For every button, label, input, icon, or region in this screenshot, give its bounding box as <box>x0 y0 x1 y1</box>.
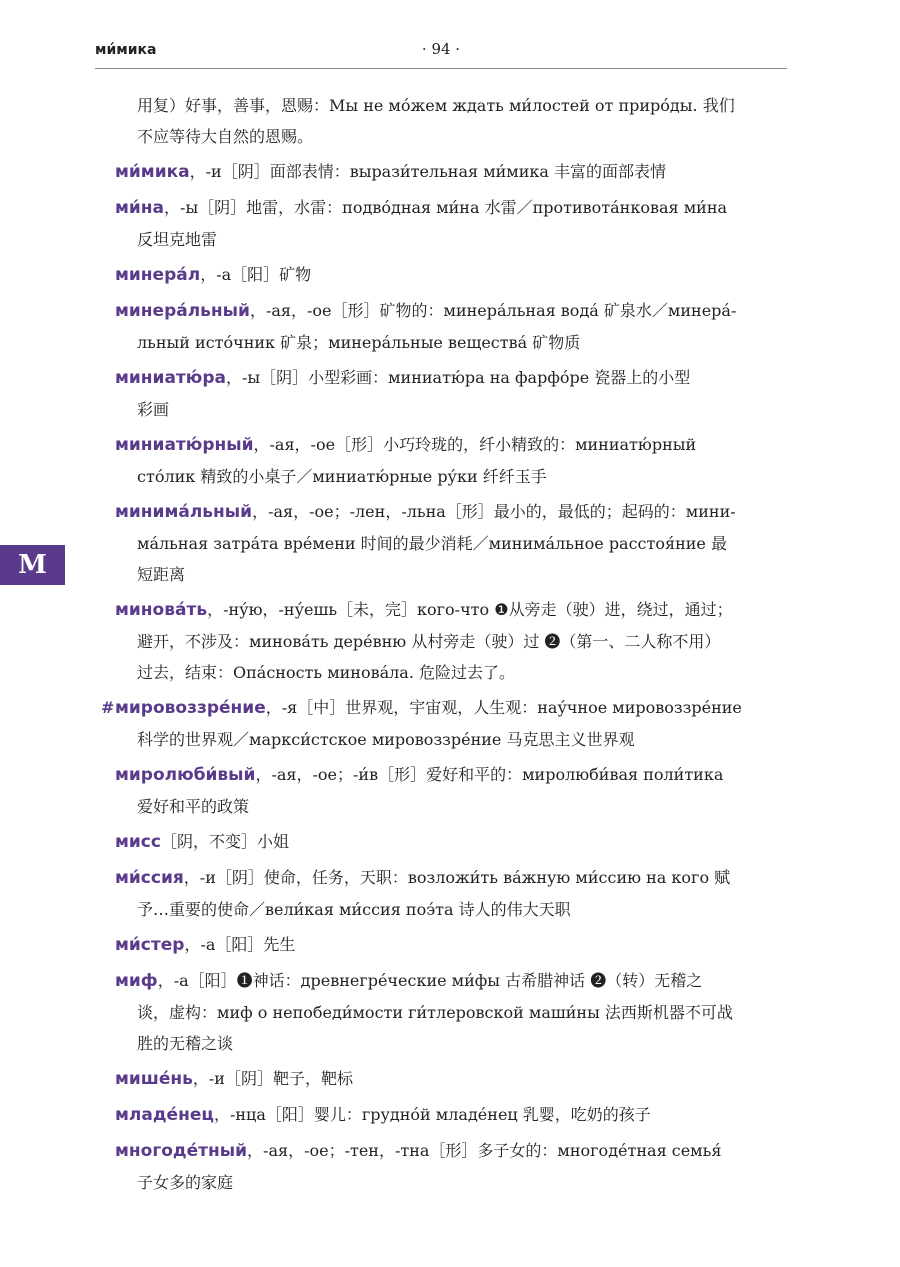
entry-text: 谈，虚构：миф о непобеди́мости ги́тлеровской маши́ны 法西斯机器不可战 <box>137 1003 733 1022</box>
entry-text: ，-нца［阳］婴儿：грудно́й младе́нец 乳婴，吃奶的孩子 <box>213 1105 651 1124</box>
entry-continuation-line <box>115 791 787 822</box>
entry-text: ［阴，不变］小姐 <box>160 832 289 851</box>
entry-text: 短距离 <box>137 565 186 584</box>
entry-text: 彩画 <box>137 400 170 419</box>
entry-continuation-line <box>115 724 787 755</box>
entry-first-line <box>115 759 787 791</box>
headword: минова́ть <box>115 600 208 620</box>
entry-first-line <box>115 1063 787 1095</box>
dictionary-entry <box>115 759 787 822</box>
entry-first-line <box>115 929 787 961</box>
entry-text: ，-ая，-ое［形］小巧玲珑的，纤小精致的：миниатю́рный <box>253 435 697 454</box>
entry-text: ，-и［阴］面部表情：вырази́тельная ми́мика 丰富的面部表情 <box>189 162 667 181</box>
headword: ми́стер <box>115 935 185 955</box>
entry-first-line <box>115 594 787 626</box>
running-header <box>95 38 787 69</box>
dictionary-entry <box>115 965 787 1059</box>
entry-text: ，-а［阳］矿物 <box>200 265 312 284</box>
entry-text: 避开，不涉及：минова́ть дере́вню 从村旁走（驶）过 ❷（第一、二人称不用） <box>137 632 721 651</box>
entry-text: ，-и［阴］靶子，靶标 <box>192 1069 353 1088</box>
entry-text: ，-ая，-ое［形］矿物的：минера́льная вода́ 矿泉水／минера́- <box>249 301 737 320</box>
entry-continuation-line: 用复）好事，善事，恩赐：Мы не мо́жем ждать ми́лостей от приро́ды. 我们 <box>137 96 735 115</box>
entry-text: льный исто́чник 矿泉；минера́льные вещества́ 矿物质 <box>137 333 581 352</box>
entry-first-line <box>115 862 787 894</box>
entry-first-line <box>115 826 787 858</box>
entry-continuation-line <box>115 528 787 559</box>
headword: миф <box>115 971 158 991</box>
entry-continuation-line <box>115 327 787 358</box>
dictionary-entry <box>115 295 787 358</box>
headword: ми́мика <box>115 162 190 182</box>
entry-text: ，-и［阴］使命，任务，天职：возложи́ть ва́жную ми́ссию на кого 赋 <box>183 868 731 887</box>
entry-continuation-line <box>115 1028 787 1059</box>
entry-first-line <box>115 1135 787 1167</box>
entry-first-line <box>115 496 787 528</box>
entry-continuation-line <box>115 394 787 425</box>
entry-text: 反坦克地雷 <box>137 230 218 249</box>
entry-continuation-line <box>115 461 787 492</box>
dictionary-entry <box>115 362 787 425</box>
headword: минима́льный <box>115 502 253 522</box>
headword: ми́ссия <box>115 868 184 888</box>
entry-first-line <box>115 965 787 997</box>
dictionary-entry <box>115 929 787 961</box>
entry-text: ，-ая，-ое；-лен，-льна［形］最小的，最低的；起码的：мини- <box>252 502 736 521</box>
dictionary-entry <box>115 192 787 255</box>
entry-first-line <box>115 1099 787 1131</box>
entry-mark: # <box>101 698 115 717</box>
headword: многоде́тный <box>115 1141 248 1161</box>
entry-text: ，-ы［阴］地雷，水雷：подво́дная ми́на 水雷／противота́нковая ми́на <box>164 198 728 217</box>
entry-text: ，-ая，-ое；-и́в［形］爱好和平的：миролюби́вая поли́тика <box>255 765 724 784</box>
entry-continuation-line <box>115 657 787 688</box>
headword: минера́льный <box>115 301 250 321</box>
entry-first-line <box>115 259 787 291</box>
dictionary-entry <box>115 1099 787 1131</box>
entry-text: ，-а［阳］❶神话：древнегре́ческие ми́фы 古希腊神话 ❷（转）无稽之 <box>157 971 703 990</box>
running-head-word: ми́мика <box>95 42 157 58</box>
entry-first-line <box>115 295 787 327</box>
page-number: · 94 · <box>421 40 461 58</box>
dictionary-entry <box>101 692 787 755</box>
entry-text: сто́лик 精致的小桌子／миниатю́рные ру́ки 纤纤玉手 <box>137 467 547 486</box>
dictionary-entry <box>115 1063 787 1095</box>
headword: миниатю́ра <box>115 368 226 388</box>
dictionary-entry <box>115 156 787 188</box>
dictionary-column <box>0 90 900 1202</box>
dictionary-entry <box>115 594 787 688</box>
dictionary-entry <box>115 826 787 858</box>
entry-text: 科学的世界观／маркси́стское мировоззре́ние 马克思主义世界观 <box>137 730 635 749</box>
entry-first-line <box>115 692 787 724</box>
headword: минера́л <box>115 265 201 285</box>
entry-text: ，-я［中］世界观，宇宙观，人生观：нау́чное мировоззре́ние <box>265 698 742 717</box>
entry-continuation-line <box>115 997 787 1028</box>
entry-text: 予…重要的使命／вели́кая ми́ссия поэ́та 诗人的伟大天职 <box>137 900 571 919</box>
dictionary-entry <box>115 259 787 291</box>
dictionary-entry <box>115 496 787 590</box>
entry-text: 爱好和平的政策 <box>137 797 250 816</box>
entry-text: 胜的无稽之谈 <box>137 1034 234 1053</box>
entry-first-line <box>115 156 787 188</box>
headword: мировоззре́ние <box>115 698 266 718</box>
headword: ми́на <box>115 198 165 218</box>
letter-thumb-tab: M <box>0 545 65 585</box>
entry-continuation-line <box>115 224 787 255</box>
dictionary-entry <box>115 862 787 925</box>
entry-continuation-line <box>115 626 787 657</box>
headword: младе́нец <box>115 1105 214 1125</box>
entry-continuation-line <box>115 894 787 925</box>
entry-text: ，-ну́ю，-ну́ешь［未，完］кого-что ❶从旁走（驶）进，绕过，通过； <box>207 600 733 619</box>
entry-text: ма́льная затра́та вре́мени 时间的最少消耗／минима́льное расстоя́ние 最 <box>137 534 727 553</box>
headword: миролюби́вый <box>115 765 256 785</box>
entry-text: ，-ы［阴］小型彩画：миниатю́ра на фарфо́ре 瓷器上的小型 <box>225 368 691 387</box>
entry-text: ，-ая，-ое；-тен，-тна［形］多子女的：многоде́тная семья́ <box>247 1141 722 1160</box>
entry-text: ，-а［阳］先生 <box>184 935 296 954</box>
entry-continuation-line <box>115 1167 787 1198</box>
entry-first-line <box>115 362 787 394</box>
dictionary-entry <box>115 90 787 152</box>
entry-continuation-line: 不应等待大自然的恩赐。 <box>137 127 314 146</box>
entry-text: 子女多的家庭 <box>137 1173 234 1192</box>
headword: мише́нь <box>115 1069 193 1089</box>
headword: миниатю́рный <box>115 435 254 455</box>
entry-text: 过去，结束：Опа́сность минова́ла. 危险过去了。 <box>137 663 516 682</box>
entry-continuation-line <box>115 559 787 590</box>
headword: мисс <box>115 832 161 852</box>
dictionary-entry <box>115 429 787 492</box>
entry-first-line <box>115 192 787 224</box>
dictionary-entry <box>115 1135 787 1198</box>
entry-first-line <box>115 429 787 461</box>
